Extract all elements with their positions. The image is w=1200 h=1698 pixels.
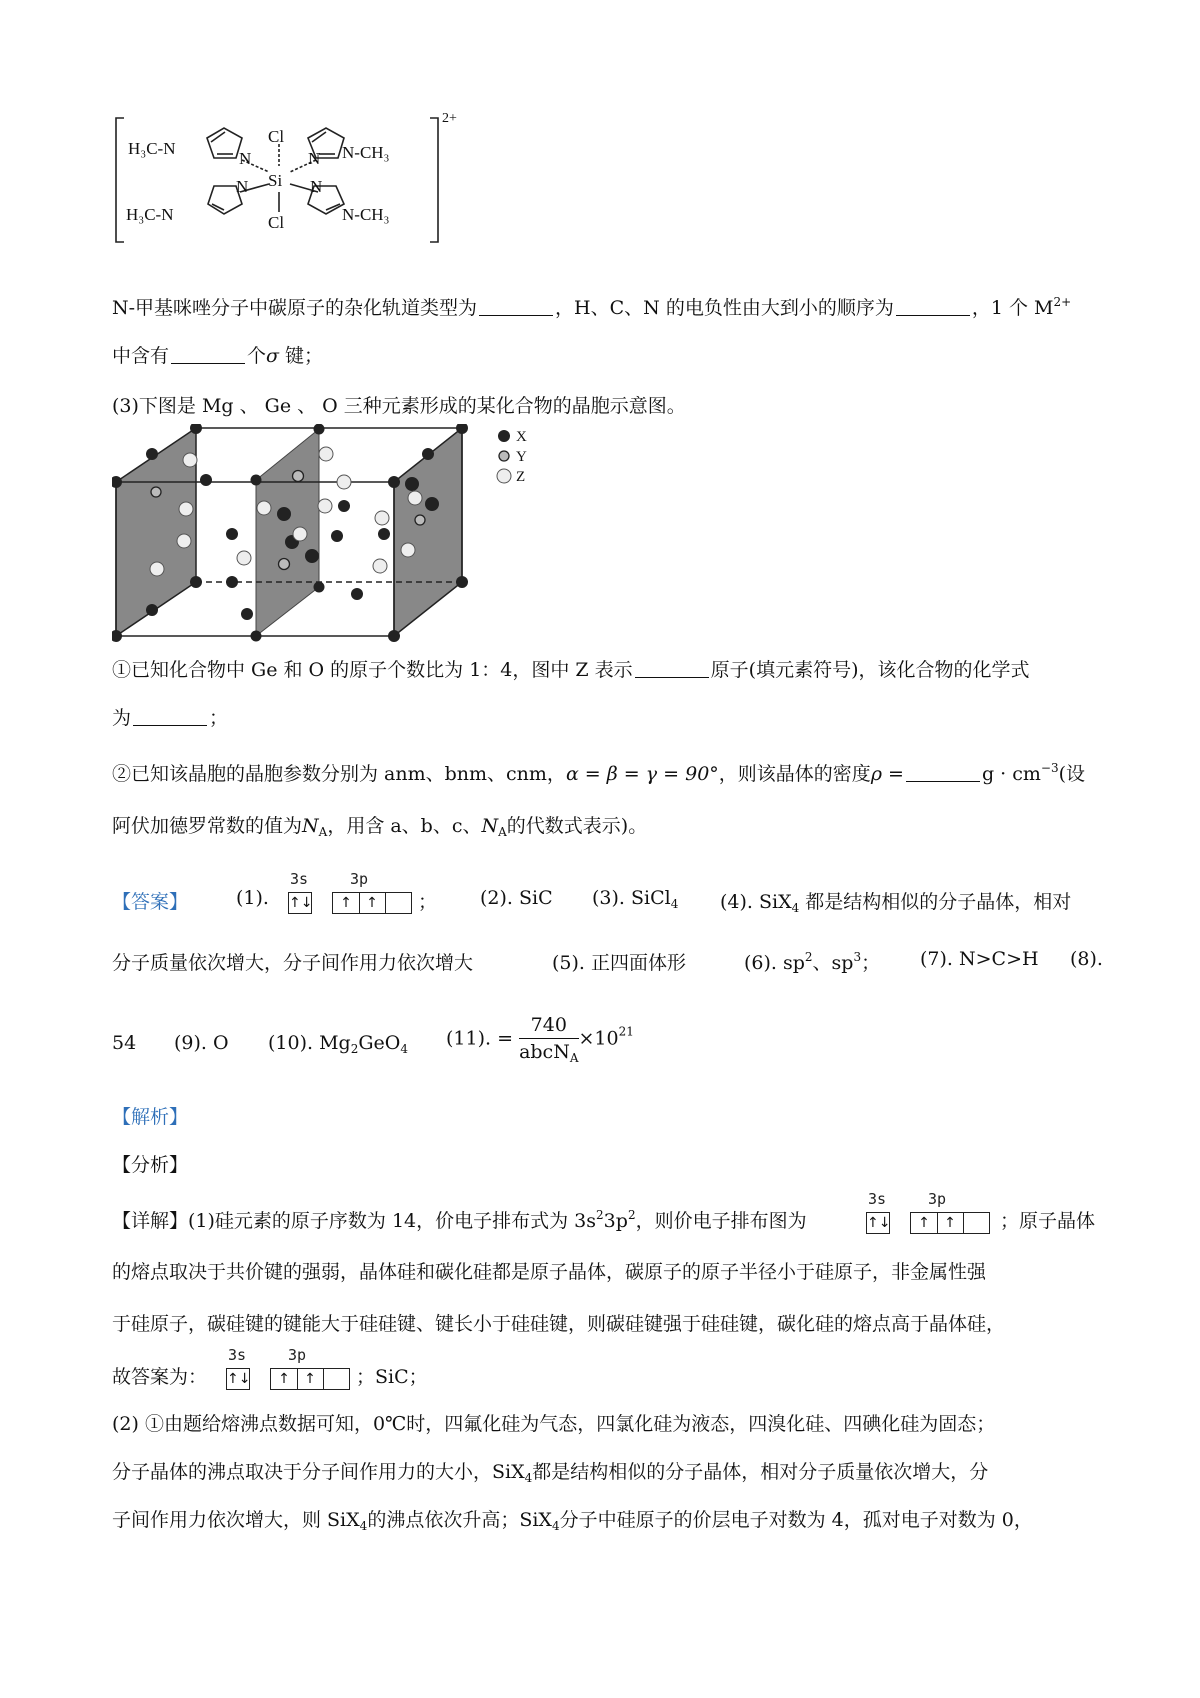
- answer-blank: [479, 297, 553, 316]
- fenxi-tag: 【分析】: [112, 1154, 189, 1176]
- complex-charge: 2+: [442, 111, 457, 126]
- axial-bottom-atom: Cl: [268, 213, 285, 232]
- detail-line-5: (2) ①由题给熔沸点数据可知，0℃时，四氟化硅为气态，四氯化硅为液态，四溴化硅、四碘化硅为固态；: [112, 1413, 996, 1435]
- answer-blank: [906, 763, 980, 782]
- legend-z-marker: [497, 469, 511, 483]
- q3-2-line-2: 阿伏加德罗常数的值为$N_A$，用含 a、b、c、$N_A$的代数式表示)。: [112, 815, 648, 839]
- q3-1-line-1: ①已知化合物中 Ge 和 O 的原子个数比为 1：4，图中 Z 表示 原子(填元素符号)，该化合物的化学式: [112, 659, 1030, 681]
- answer-item-8: (8).: [1070, 948, 1103, 970]
- orbital-diagram-answer: 3s 3p ↑↓ ↑ ↑: [288, 870, 418, 916]
- left-bottom-methyl: H₃C-N: [126, 205, 174, 224]
- answer-item-4: (4). SiX$_4$ 都是结构相似的分子晶体，相对: [720, 891, 1072, 915]
- ring-n-3: N: [236, 177, 249, 196]
- detail-line-6: 分子晶体的沸点取决于分子间作用力的大小，SiX$_4$都是结构相似的分子晶体，相对分子质量依次增大，分: [112, 1461, 989, 1485]
- density-fraction: $\frac{740}{abcN_A}$: [519, 1014, 579, 1065]
- answer-item-8-value: 54: [112, 1032, 137, 1054]
- answer-item-5: (5). 正四面体形: [552, 952, 686, 974]
- ring-n-1: N: [239, 149, 252, 168]
- q3-intro: (3)下图是 Mg 、 Ge 、 O 三种元素形成的某化合物的晶胞示意图。: [112, 395, 686, 417]
- detail-line-3: 于硅原子，碳硅键的键能大于硅硅键、键长小于硅硅键，则碳硅键强于硅硅键，碳化硅的熔点高于晶体硅，: [112, 1313, 1006, 1335]
- analysis-tag: 【解析】: [112, 1106, 189, 1128]
- detail-line-4-prefix: 故答案为：: [112, 1366, 208, 1388]
- ring-n-2: N: [308, 149, 321, 168]
- left-top-methyl: H₃C-N: [128, 139, 176, 158]
- q3-2-line-1: ②已知该晶胞的晶胞参数分别为 anm、bnm、cnm，α = β = γ = 90°，则该晶体的密度$\rho = g \cdot cm^{-3}$(设: [112, 761, 1086, 785]
- answer-item-9: (9). O: [174, 1032, 229, 1054]
- answer-item-2: (2). SiC: [480, 887, 553, 909]
- axial-top-atom: Cl: [268, 127, 285, 146]
- answer-item-3: (3). SiCl$_4$: [592, 887, 679, 911]
- legend-x-marker: [498, 430, 510, 442]
- unit-cell-diagram: [112, 424, 582, 646]
- q2-line-2: 中含有 个σ 键；: [112, 345, 324, 367]
- complex-structure-diagram: [112, 100, 482, 250]
- detail-line-1: 【详解】(1)硅元素的原子序数为 14，价电子排布式为 $3s^23p^2$，则价电子排布图为: [112, 1208, 807, 1232]
- right-top-methyl: N-CH₃: [342, 143, 390, 162]
- legend-y-marker: [499, 451, 509, 461]
- answer-blank: [635, 659, 709, 678]
- ring-n-4: N: [310, 177, 323, 196]
- legend-x-label: X: [516, 429, 527, 445]
- q3-1-line-2: 为 ；: [112, 707, 229, 729]
- answer-tag: 【答案】: [112, 891, 189, 913]
- answer-blank: [133, 707, 207, 726]
- center-atom: Si: [268, 171, 283, 190]
- detail-line-2: 的熔点取决于共价键的强弱，晶体硅和碳化硅都是原子晶体，碳原子的原子半径小于硅原子，非金属性强: [112, 1261, 987, 1283]
- q2-line-1: N-甲基咪唑分子中碳原子的杂化轨道类型为 ，H、C、N 的电负性由大到小的顺序为 ，1 个 $M^{2+}$: [112, 295, 1072, 319]
- answer-item-6: (6). $sp^2$、$sp^3$；: [744, 950, 881, 974]
- orbital-diagram-detail-1: 3s 3p ↑↓ ↑ ↑: [866, 1190, 996, 1236]
- answer-item-11: (11). = $\frac{740}{abcN_A}$ $\times 10^{21}$: [446, 1014, 634, 1065]
- legend-z-label: Z: [516, 469, 526, 485]
- orbital-diagram-detail-2: 3s 3p ↑↓ ↑ ↑: [226, 1346, 356, 1392]
- answer-blank: [896, 297, 970, 316]
- right-bottom-methyl: N-CH₃: [342, 205, 390, 224]
- answer-item-7: (7). N>C>H: [920, 948, 1039, 970]
- answer-item-1: (1).: [236, 887, 269, 909]
- answer-line-2: 分子质量依次增大，分子间作用力依次增大: [112, 952, 474, 974]
- detail-line-4-suffix: ；SiC；: [356, 1366, 428, 1388]
- legend-y-label: Y: [516, 449, 527, 465]
- answer-item-10: (10). $Mg_2GeO_4$: [268, 1032, 408, 1056]
- detail-line-7: 子间作用力依次增大，则 SiX$_4$的沸点依次升高；SiX$_4$分子中硅原子的价层电子对数为 4，孤对电子对数为 0，: [112, 1509, 1033, 1533]
- answer-blank: [171, 345, 245, 364]
